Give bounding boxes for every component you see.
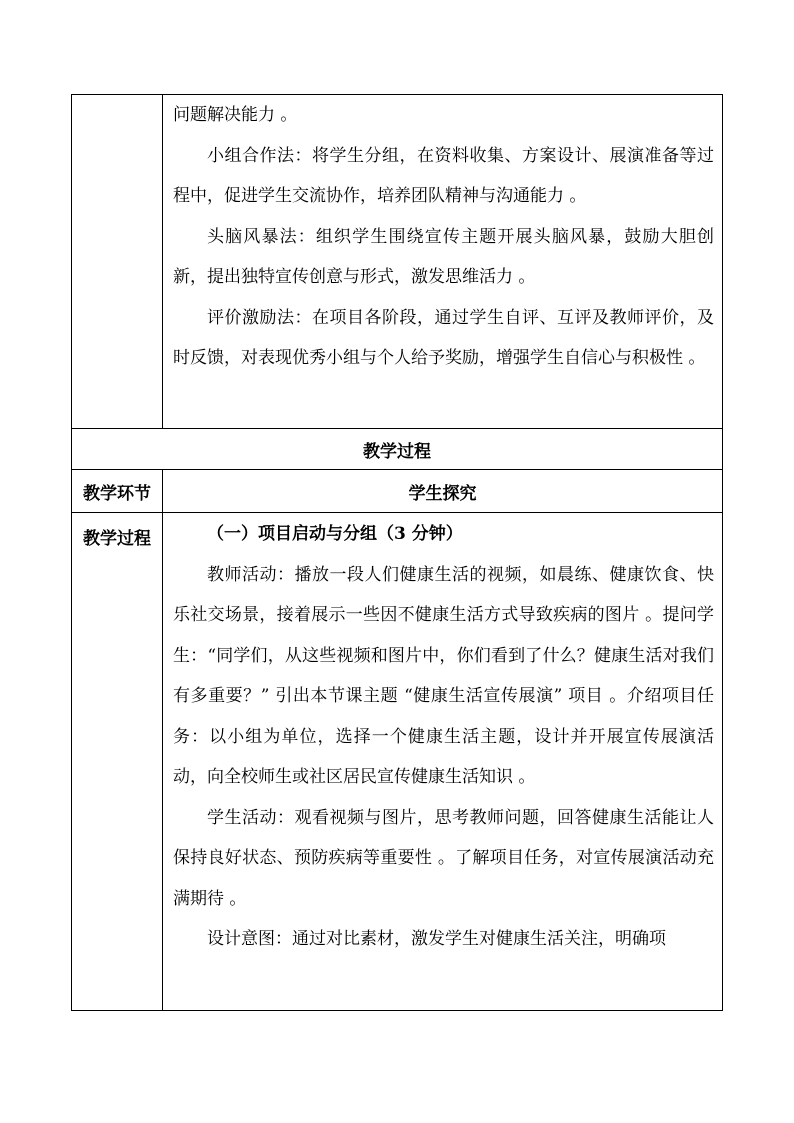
methods-row <box>72 95 723 429</box>
step-title: （一）项目启动与分组（3 分钟） <box>207 524 463 544</box>
process-row <box>72 513 723 1011</box>
header-row <box>72 470 723 513</box>
process-content-cell <box>163 513 723 1011</box>
methods-content-cell <box>163 95 723 429</box>
section-title: 教学过程 <box>72 429 723 470</box>
methods-left-cell <box>72 95 163 429</box>
methods-paragraph: 问题解决能力 。 <box>173 105 298 125</box>
header-left: 教学环节 <box>72 470 163 513</box>
section-title-row <box>72 429 723 470</box>
header-right: 学生探究 <box>163 470 723 513</box>
methods-paragraph: 评价激励法：在项目各阶段，通过学生自评、互评及教师评价，及时反馈，对表现优秀小组与个人给予奖励，增强学生自信心与积极性 。 <box>173 307 714 368</box>
process-paragraph: 设计意图：通过对比素材，激发学生对健康生活关注，明确项 <box>207 929 666 949</box>
process-left-label: 教学过程 <box>72 513 163 1011</box>
methods-paragraph: 小组合作法：将学生分组，在资料收集、方案设计、展演准备等过程中，促进学生交流协作，培养团队精神与沟通能力 。 <box>173 145 714 206</box>
process-paragraph: 教师活动：播放一段人们健康生活的视频，如晨练、健康饮食、快乐社交场景，接着展示一些因不健康生活方式导致疾病的图片 。提问学生：“同学们，从这些视频和图片中，你们看到了什么？健康生活对我们有多重要？” 引出本节课主题 “健康生活宣传展演” 项目 。介绍项目任务：以小组为单位，选择一个健康生活主题，设计并开展宣传展演活动，向全校师生或社区居民宣传健康生活知识 。 <box>173 564 714 787</box>
lesson-plan-table <box>71 94 723 1011</box>
methods-paragraph: 头脑风暴法：组织学生围绕宣传主题开展头脑风暴，鼓励大胆创新，提出独特宣传创意与形式，激发思维活力 。 <box>173 226 714 287</box>
process-paragraph: 学生活动：观看视频与图片，思考教师问题，回答健康生活能让人保持良好状态、预防疾病等重要性 。了解项目任务，对宣传展演活动充满期待 。 <box>173 807 714 909</box>
